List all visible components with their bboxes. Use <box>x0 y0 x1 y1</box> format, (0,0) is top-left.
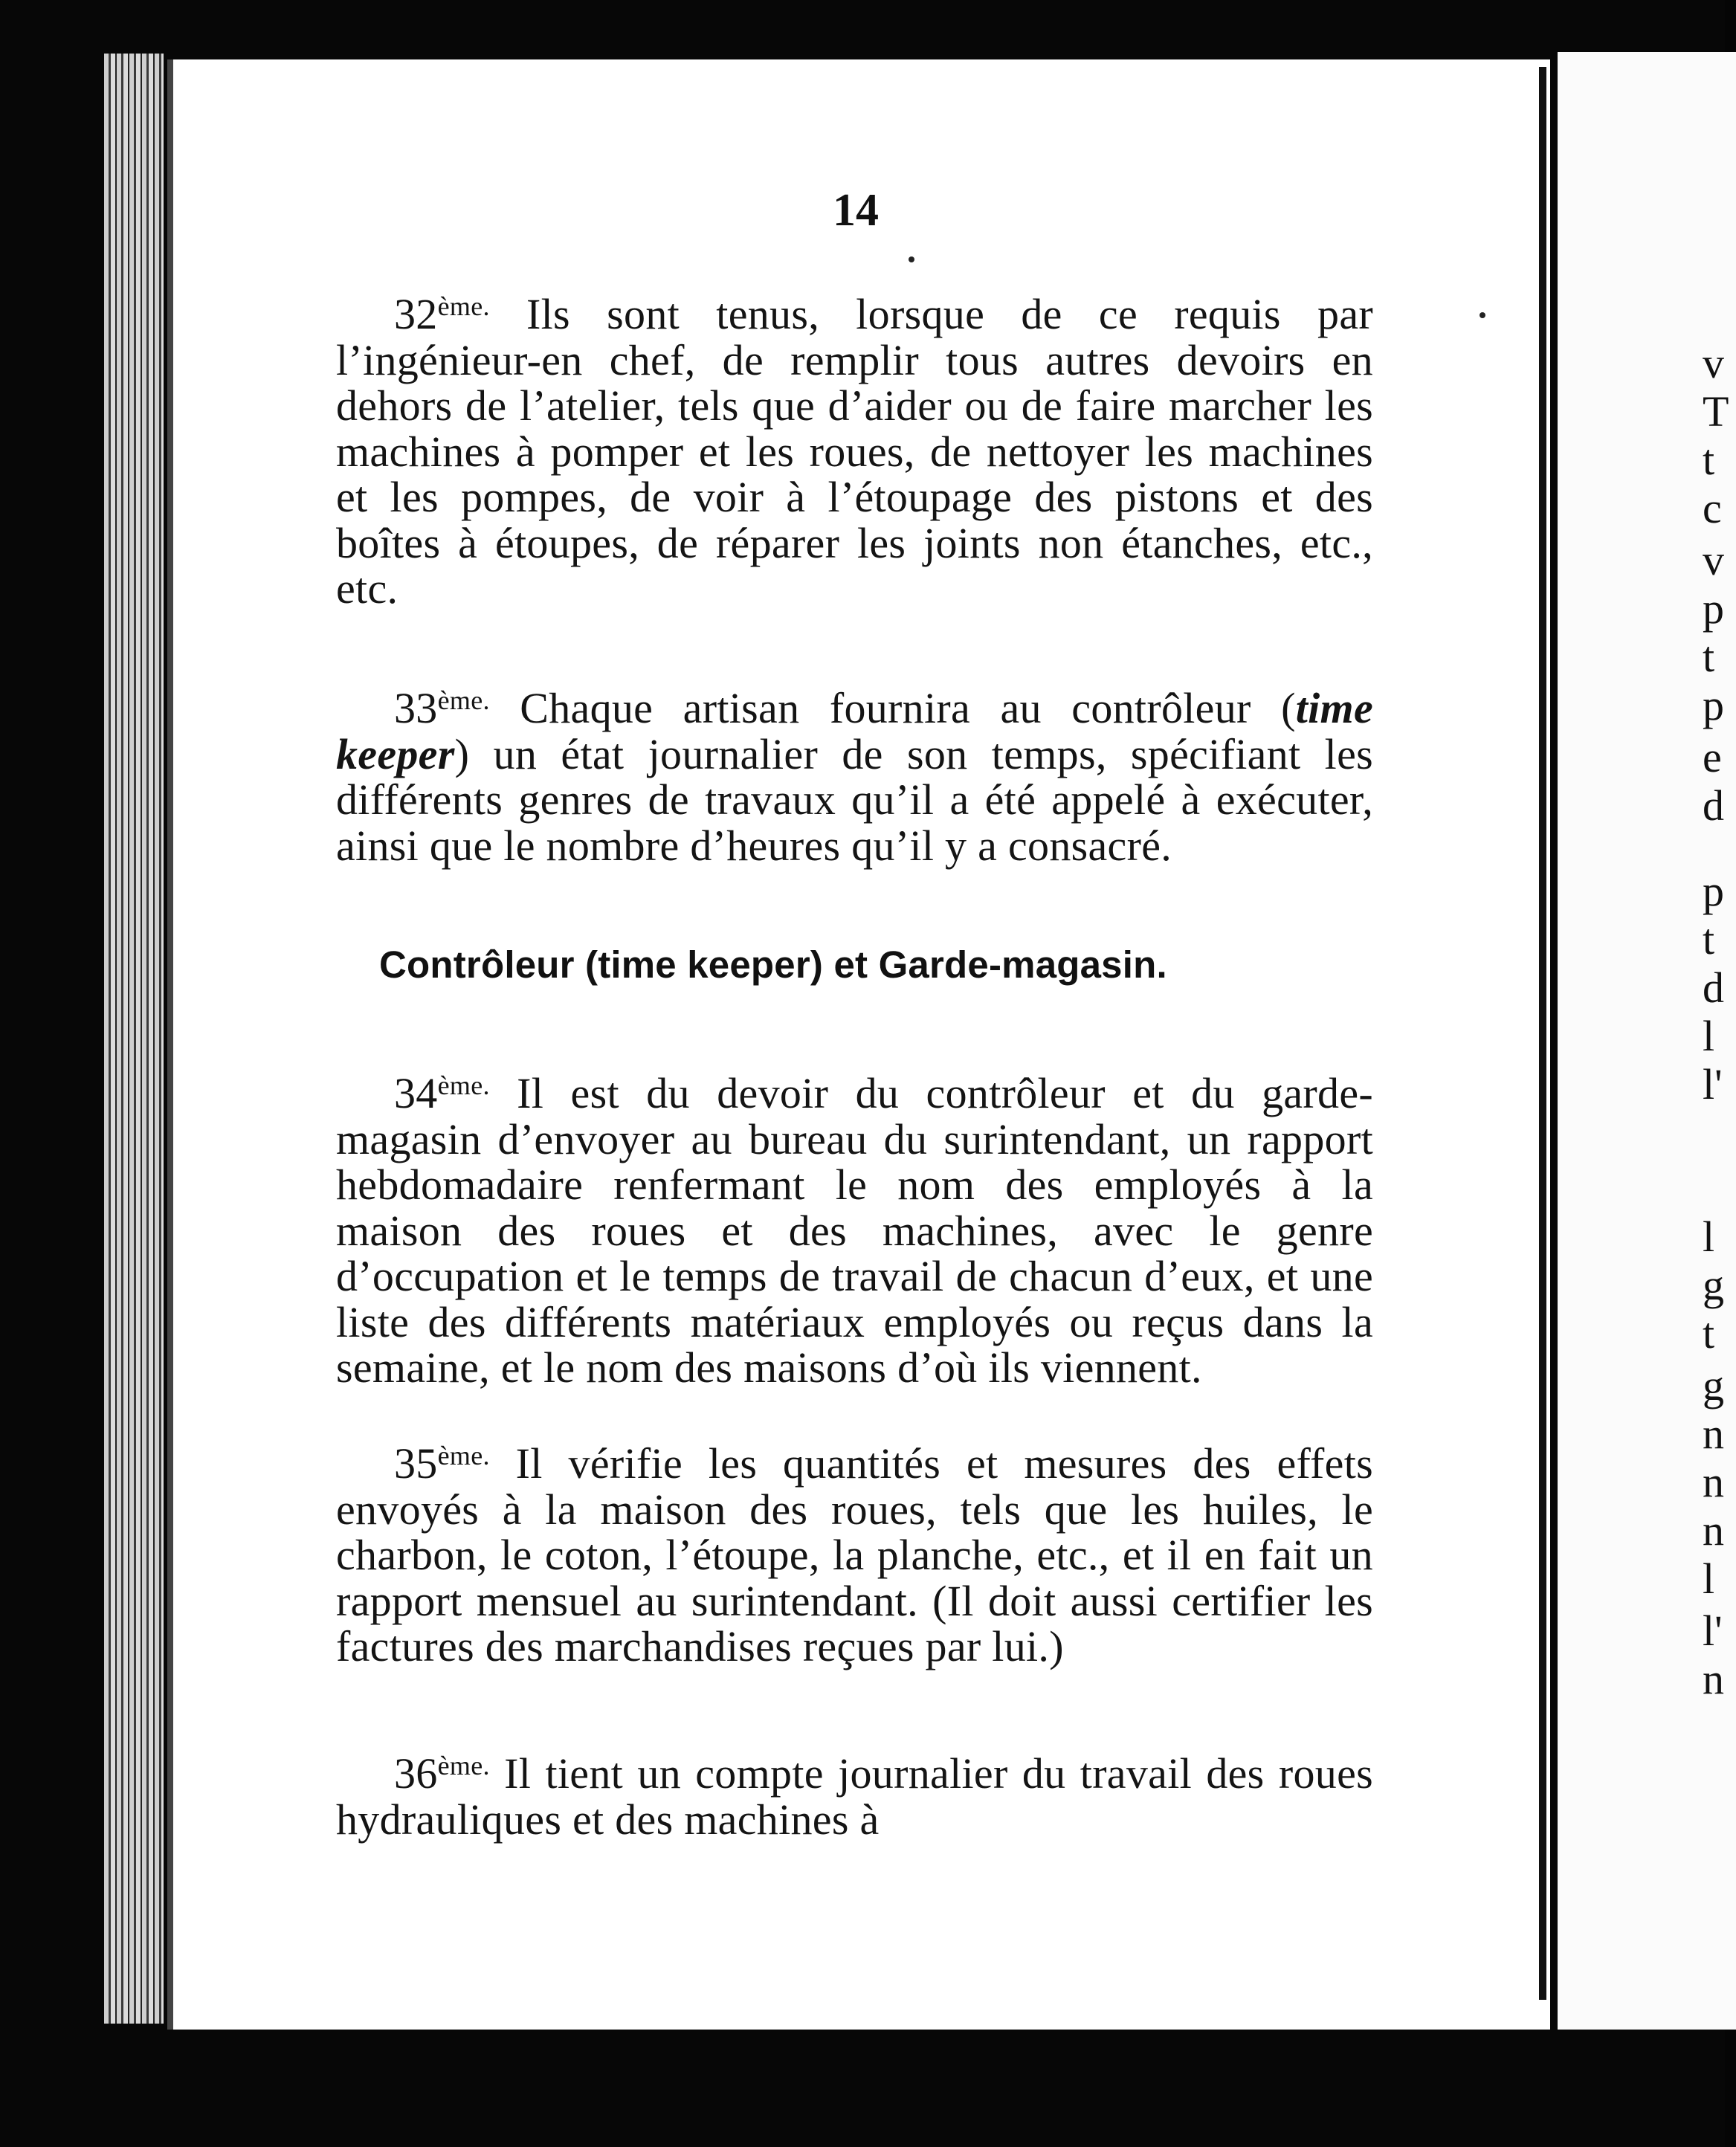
facing-page-letter: T <box>1703 387 1729 436</box>
paragraph-text: Il vérifie les quantités et mesures des effets envoyés à la maison des roues, tels que les huiles, le charbon, le coton, l’étoupe, la planche, etc., et il en fait un rapport mensuel au surintendant. (Il doit aussi certifier les factures des marchandises reçues par lui.) <box>336 1439 1373 1670</box>
paragraph-ordinal: $32^{ème.}$ <box>394 290 490 338</box>
facing-page-letter: n <box>1703 1506 1724 1554</box>
facing-page-letter: t <box>1703 436 1715 484</box>
facing-page-letter: n <box>1703 1655 1724 1703</box>
paragraph-text: Il est du devoir du contrôleur et du garde-magasin d’envoyer au bureau du surintendant, un rapport hebdomadaire renfermant le nom des employés à la maison des roues et des machines, avec le genre d’occupation et le temps de travail de chacun d’eux, et une liste des différents matériaux employés ou reçus dans la semaine, et le nom des maisons d’où ils viennent. <box>336 1069 1373 1392</box>
facing-page-letter: l <box>1703 1213 1715 1261</box>
paragraph-ordinal: $35^{ème.}$ <box>394 1439 490 1488</box>
paragraph-text: Ils sont tenus, lorsque de ce requis par l’ingénieur-en chef, de remplir tous autres devoirs en dehors de l’atelier, tels que d’aider ou de faire marcher les machines à pomper et les roues, de nettoyer les machines et les pompes, de voir à l’étoupage des pistons et des boîtes à étoupes, de réparer les joints non étanches, etc., etc. <box>336 290 1373 613</box>
page-number: 14 <box>833 185 879 236</box>
paragraph-text-after: ) un état journalier de son temps, spécifiant les différents genres de travaux qu’il a été appelé à exécuter, ainsi que le nombre d’heures qu’il y a consacré. <box>336 729 1373 870</box>
facing-page-letter: v <box>1703 536 1724 584</box>
facing-page-letter: v <box>1703 339 1724 387</box>
paragraph-32 <box>336 291 1373 612</box>
ink-speck <box>909 256 914 262</box>
paragraph-ordinal: $34^{ème.}$ <box>394 1069 490 1117</box>
paragraph-33 <box>336 685 1373 868</box>
facing-page-letter: p <box>1703 867 1724 915</box>
facing-page-letter: t <box>1703 1309 1715 1357</box>
paragraph-36 <box>336 1751 1373 1842</box>
paragraph-ordinal: $36^{ème.}$ <box>394 1749 490 1798</box>
paragraph-35 <box>336 1441 1373 1670</box>
paragraph-italic-term: time keeper <box>336 684 1373 778</box>
facing-page-letter: p <box>1703 681 1724 729</box>
facing-page-letter: d <box>1703 963 1724 1012</box>
facing-page-letter: l' <box>1703 1607 1723 1655</box>
facing-page-letter: t <box>1703 915 1715 963</box>
facing-page-letter: e <box>1703 733 1722 781</box>
ink-speck <box>1480 312 1485 318</box>
facing-page-letter: g <box>1703 1361 1724 1410</box>
paragraph-ordinal: $33^{ème.}$ <box>394 684 490 732</box>
page-edge-stack <box>104 54 164 2024</box>
section-heading: Contrôleur (time keeper) et Garde-magasin. <box>379 943 1167 986</box>
page-gutter <box>1539 67 1546 2000</box>
facing-page-letter: n <box>1703 1410 1724 1458</box>
paragraph-34 <box>336 1071 1373 1391</box>
facing-page-letter: l <box>1703 1012 1715 1060</box>
facing-page-letter: t <box>1703 633 1715 681</box>
facing-page-letter: l <box>1703 1554 1715 1603</box>
paragraph-text-before: Chaque artisan fournira au contrôleur ( <box>520 684 1296 732</box>
paragraph-text: Il tient un compte journalier du travail des roues hydrauliques et des machines à <box>336 1749 1373 1844</box>
facing-page-letter: g <box>1703 1261 1724 1309</box>
facing-page-letter: c <box>1703 484 1722 532</box>
facing-page-letter: l' <box>1703 1060 1723 1108</box>
facing-page-letter: p <box>1703 584 1724 633</box>
facing-page-letter: d <box>1703 781 1724 830</box>
facing-page-letter: n <box>1703 1458 1724 1506</box>
